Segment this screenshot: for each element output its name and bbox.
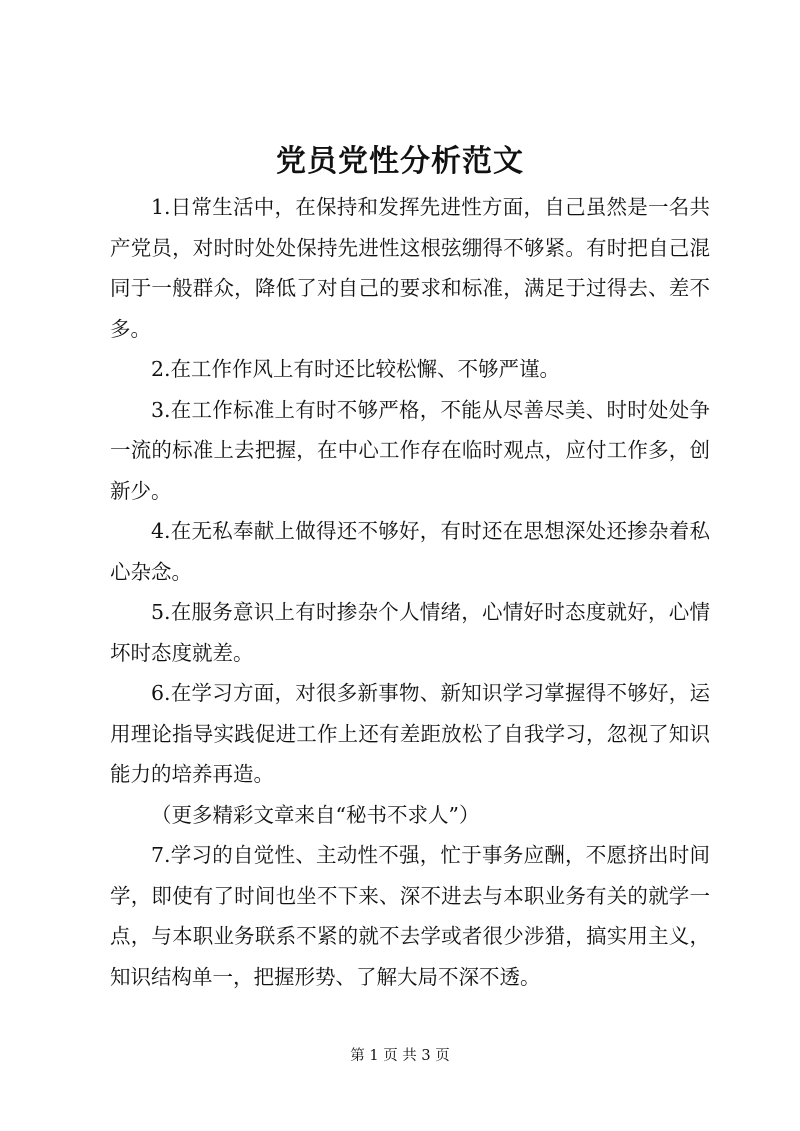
document-title: 党员党性分析范文 xyxy=(276,144,524,179)
page-footer: 第 1 页 共 3 页 xyxy=(350,1048,450,1064)
document-body xyxy=(110,187,710,997)
paragraph-7: 7.学习的自觉性、主动性不强，忙于事务应酬，不愿挤出时间学，即使有了时间也坐不下来、深不进去与本职业务有关的就学一点，与本职业务联系不紧的就不去学或者很少涉猎，搞实用主义，知识结构单一，把握形势、了解大局不深不透。 xyxy=(110,843,710,989)
paragraph-6: 6.在学习方面，对很多新事物、新知识学习掌握得不够好，运用理论指导实践促进工作上还有差距放松了自我学习，忽视了知识能力的培养再造。 xyxy=(110,681,710,786)
paragraph-5: 5.在服务意识上有时掺杂个人情绪，心情好时态度就好，心情坏时态度就差。 xyxy=(110,600,710,665)
source-note: （更多精彩文章来自“秘书不求人”） xyxy=(151,802,480,827)
paragraph-2: 2.在工作作风上有时还比较松懈、不够严谨。 xyxy=(151,357,561,381)
paragraph-3: 3.在工作标准上有时不够严格，不能从尽善尽美、时时处处争一流的标准上去把握，在中心工作存在临时观点，应付工作多，创新少。 xyxy=(110,397,710,503)
paragraph-4: 4.在无私奉献上做得还不够好，有时还在思想深处还掺杂着私心杂念。 xyxy=(110,519,710,584)
paragraph-1: 1.日常生活中，在保持和发挥先进性方面，自己虽然是一名共产党员，对时时处处保持先进性这根弦绷得不够紧。有时把自己混同于一般群众，降低了对自己的要求和标准，满足于过得去、差不多。 xyxy=(110,195,710,341)
